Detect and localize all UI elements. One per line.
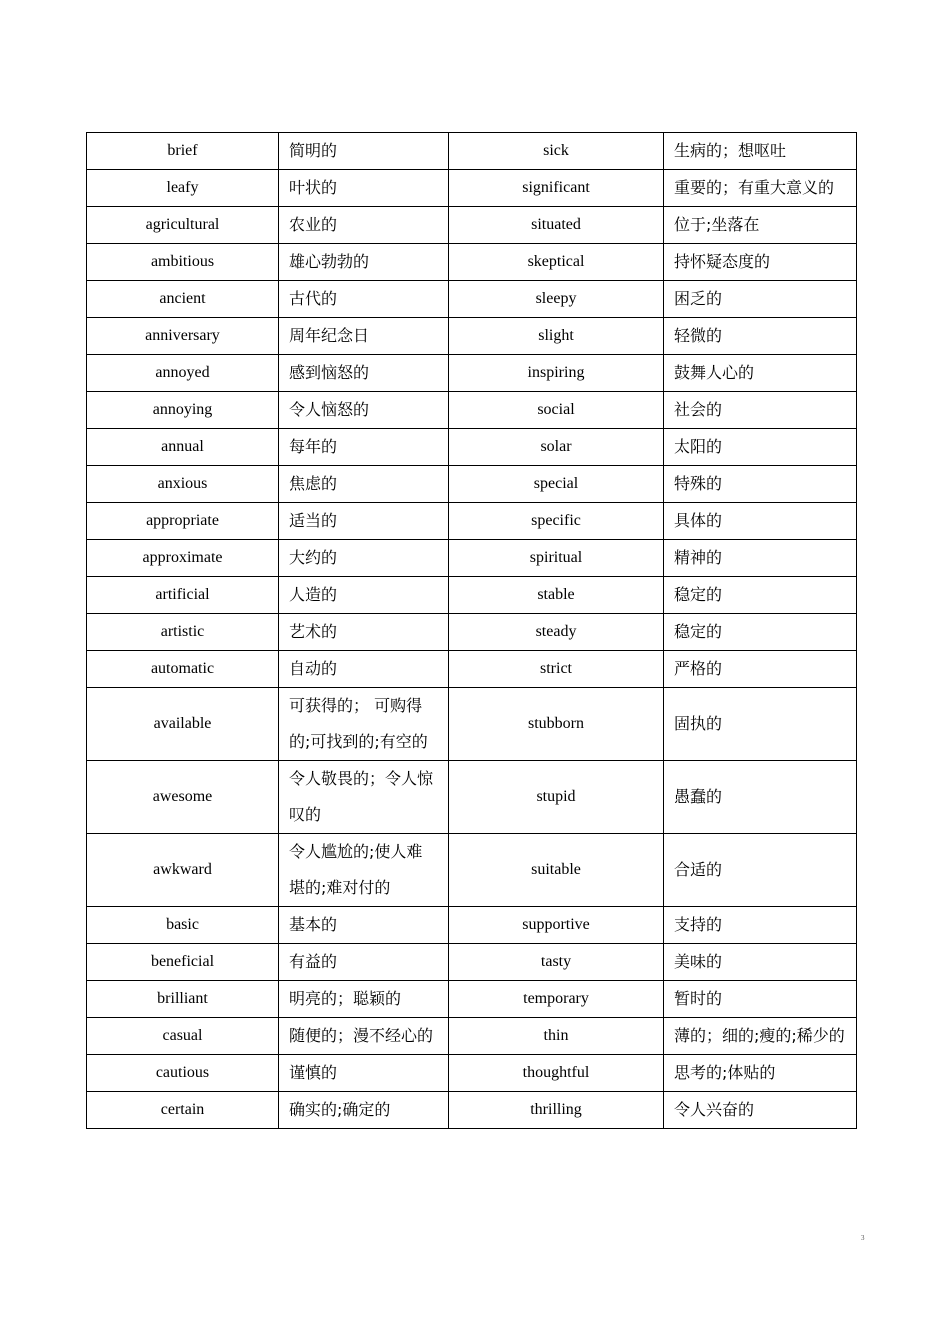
english-word: stupid: [449, 761, 664, 834]
english-word: solar: [449, 429, 664, 466]
english-word: suitable: [449, 834, 664, 907]
table-row: [87, 207, 857, 244]
chinese-meaning: 轻微的: [664, 318, 857, 355]
english-word: inspiring: [449, 355, 664, 392]
vocabulary-table: [86, 132, 857, 1129]
english-word: thin: [449, 1018, 664, 1055]
english-word: specific: [449, 503, 664, 540]
vocabulary-table-body: [87, 133, 857, 1129]
english-word: cautious: [87, 1055, 279, 1092]
chinese-meaning: 农业的: [279, 207, 449, 244]
table-row: [87, 907, 857, 944]
table-row: [87, 318, 857, 355]
english-word: stubborn: [449, 688, 664, 761]
chinese-meaning: 持怀疑态度的: [664, 244, 857, 281]
english-word: agricultural: [87, 207, 279, 244]
english-word: automatic: [87, 651, 279, 688]
table-row: [87, 1018, 857, 1055]
chinese-meaning: 自动的: [279, 651, 449, 688]
chinese-meaning: 愚蠢的: [664, 761, 857, 834]
english-word: casual: [87, 1018, 279, 1055]
chinese-meaning: 令人兴奋的: [664, 1092, 857, 1129]
table-row: [87, 651, 857, 688]
chinese-meaning: 随便的；漫不经心的: [279, 1018, 449, 1055]
chinese-meaning: 谨慎的: [279, 1055, 449, 1092]
english-word: sick: [449, 133, 664, 170]
english-word: annoying: [87, 392, 279, 429]
chinese-meaning: 位于;坐落在: [664, 207, 857, 244]
chinese-meaning: 令人尴尬的;使人难堪的;难对付的: [279, 834, 449, 907]
chinese-meaning: 具体的: [664, 503, 857, 540]
english-word: approximate: [87, 540, 279, 577]
table-row: [87, 133, 857, 170]
chinese-meaning: 精神的: [664, 540, 857, 577]
chinese-meaning: 支持的: [664, 907, 857, 944]
english-word: significant: [449, 170, 664, 207]
table-row: [87, 355, 857, 392]
chinese-meaning: 社会的: [664, 392, 857, 429]
chinese-meaning: 严格的: [664, 651, 857, 688]
table-row: [87, 614, 857, 651]
english-word: steady: [449, 614, 664, 651]
english-word: skeptical: [449, 244, 664, 281]
table-row: [87, 577, 857, 614]
page-number: 3: [861, 1234, 865, 1242]
chinese-meaning: 明亮的；聪颖的: [279, 981, 449, 1018]
english-word: thoughtful: [449, 1055, 664, 1092]
english-word: awkward: [87, 834, 279, 907]
chinese-meaning: 简明的: [279, 133, 449, 170]
chinese-meaning: 周年纪念日: [279, 318, 449, 355]
chinese-meaning: 特殊的: [664, 466, 857, 503]
chinese-meaning: 叶状的: [279, 170, 449, 207]
chinese-meaning: 太阳的: [664, 429, 857, 466]
table-row: [87, 281, 857, 318]
english-word: tasty: [449, 944, 664, 981]
chinese-meaning: 重要的；有重大意义的: [664, 170, 857, 207]
english-word: special: [449, 466, 664, 503]
english-word: available: [87, 688, 279, 761]
chinese-meaning: 艺术的: [279, 614, 449, 651]
english-word: social: [449, 392, 664, 429]
chinese-meaning: 薄的；细的;瘦的;稀少的: [664, 1018, 857, 1055]
chinese-meaning: 雄心勃勃的: [279, 244, 449, 281]
english-word: brilliant: [87, 981, 279, 1018]
english-word: basic: [87, 907, 279, 944]
chinese-meaning: 暂时的: [664, 981, 857, 1018]
chinese-meaning: 稳定的: [664, 614, 857, 651]
table-row: [87, 981, 857, 1018]
table-row: [87, 503, 857, 540]
table-row: [87, 466, 857, 503]
chinese-meaning: 稳定的: [664, 577, 857, 614]
chinese-meaning: 每年的: [279, 429, 449, 466]
chinese-meaning: 有益的: [279, 944, 449, 981]
english-word: appropriate: [87, 503, 279, 540]
chinese-meaning: 适当的: [279, 503, 449, 540]
english-word: slight: [449, 318, 664, 355]
chinese-meaning: 人造的: [279, 577, 449, 614]
chinese-meaning: 感到恼怒的: [279, 355, 449, 392]
table-row: [87, 429, 857, 466]
table-row: [87, 1092, 857, 1129]
chinese-meaning: 生病的；想呕吐: [664, 133, 857, 170]
english-word: strict: [449, 651, 664, 688]
table-row: [87, 688, 857, 761]
english-word: brief: [87, 133, 279, 170]
chinese-meaning: 固执的: [664, 688, 857, 761]
table-row: [87, 1055, 857, 1092]
chinese-meaning: 合适的: [664, 834, 857, 907]
english-word: thrilling: [449, 1092, 664, 1129]
table-row: [87, 540, 857, 577]
english-word: artificial: [87, 577, 279, 614]
english-word: sleepy: [449, 281, 664, 318]
english-word: spiritual: [449, 540, 664, 577]
english-word: annual: [87, 429, 279, 466]
english-word: supportive: [449, 907, 664, 944]
english-word: beneficial: [87, 944, 279, 981]
english-word: artistic: [87, 614, 279, 651]
table-row: [87, 170, 857, 207]
table-row: [87, 392, 857, 429]
chinese-meaning: 确实的;确定的: [279, 1092, 449, 1129]
english-word: ambitious: [87, 244, 279, 281]
chinese-meaning: 鼓舞人心的: [664, 355, 857, 392]
chinese-meaning: 基本的: [279, 907, 449, 944]
table-row: [87, 761, 857, 834]
chinese-meaning: 困乏的: [664, 281, 857, 318]
chinese-meaning: 可获得的； 可购得的;可找到的;有空的: [279, 688, 449, 761]
english-word: stable: [449, 577, 664, 614]
chinese-meaning: 令人恼怒的: [279, 392, 449, 429]
chinese-meaning: 古代的: [279, 281, 449, 318]
english-word: temporary: [449, 981, 664, 1018]
english-word: situated: [449, 207, 664, 244]
english-word: leafy: [87, 170, 279, 207]
chinese-meaning: 令人敬畏的；令人惊叹的: [279, 761, 449, 834]
english-word: annoyed: [87, 355, 279, 392]
chinese-meaning: 焦虑的: [279, 466, 449, 503]
table-row: [87, 944, 857, 981]
table-row: [87, 244, 857, 281]
english-word: anniversary: [87, 318, 279, 355]
english-word: anxious: [87, 466, 279, 503]
chinese-meaning: 思考的;体贴的: [664, 1055, 857, 1092]
english-word: ancient: [87, 281, 279, 318]
english-word: certain: [87, 1092, 279, 1129]
chinese-meaning: 美味的: [664, 944, 857, 981]
english-word: awesome: [87, 761, 279, 834]
table-row: [87, 834, 857, 907]
chinese-meaning: 大约的: [279, 540, 449, 577]
